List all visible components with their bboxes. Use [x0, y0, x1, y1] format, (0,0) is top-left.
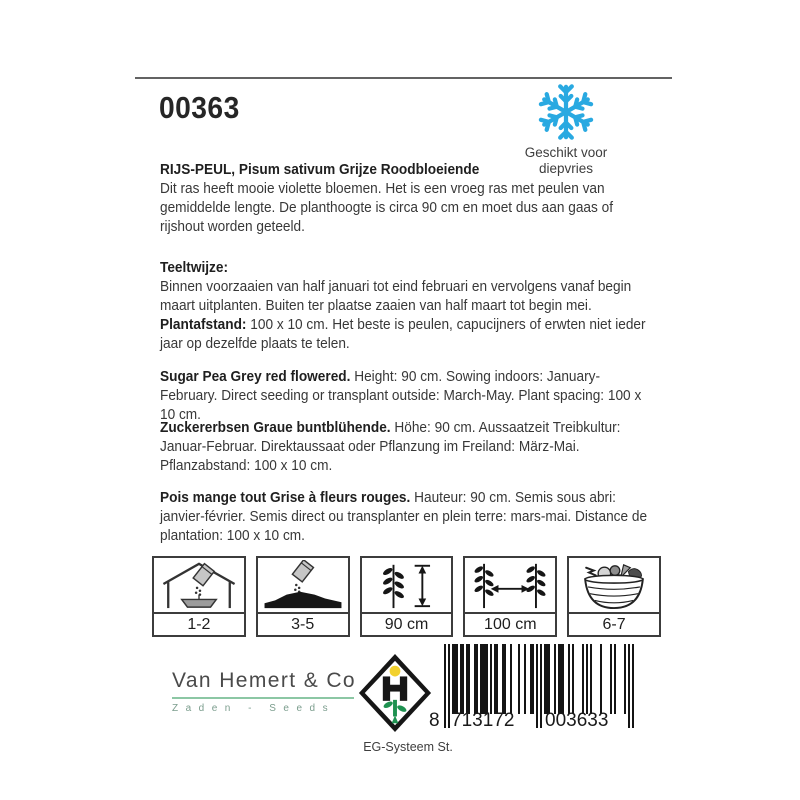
plant-spacing-text: 100 x 10 cm. Het beste is peulen, capucijners of erwten niet ieder jaar op dezelfde plaats te telen. [160, 316, 646, 352]
pictogram-sow-indoors [152, 556, 246, 637]
paragraph-english [160, 367, 651, 424]
pictogram-label: 90 cm [384, 616, 429, 633]
sow-indoors-icon [156, 560, 242, 610]
freezer-caption-line2: diepvries [538, 161, 594, 176]
cultivation-text [160, 277, 651, 353]
brand-logo [172, 669, 357, 714]
brand-underline [172, 697, 354, 699]
sow-outdoors-icon [260, 560, 346, 610]
variety-description: Dit ras heeft mooie violette bloemen. Het is een vroeg ras met peulen van gemiddelde lengte. De planthoogte is circa 90 cm en moet dus aan gaas of rijshout worden geteeld. [160, 180, 614, 235]
company-emblem [356, 651, 434, 742]
top-divider [135, 77, 672, 79]
german-text: Höhe: 90 cm. Aussaatzeit Treibkultur: Januar-Februar. Direktaussaat oder Pflanzung im Freiland: März-Mai. Pflanzabstand: 100 x 10 cm. [160, 419, 621, 474]
pictogram-label: 3-5 [291, 616, 315, 633]
french-text: Hauteur: 90 cm. Semis sous abri: janvier-février. Semis direct ou transplanter en plein terre: mars-mai. Distance de plantation: 100 x 10 cm. [160, 489, 648, 544]
pictogram-sow-outdoors [256, 556, 350, 637]
harvest-icon [571, 560, 657, 610]
plant-spacing-label: Plantafstand: [160, 316, 247, 333]
article-number: 00363 [159, 90, 240, 125]
barcode-bars [444, 644, 634, 732]
plant-height-icon [363, 560, 449, 610]
paragraph-german [160, 418, 651, 475]
freezer-caption-line1: Geschikt voor [524, 145, 608, 160]
french-lead: Pois mange tout Grise à fleurs rouges. [160, 489, 411, 506]
pictogram-row-spacing [463, 556, 557, 637]
pictogram-plant-height [360, 556, 454, 637]
german-lead: Zuckererbsen Graue buntblühende. [160, 419, 391, 436]
pictogram-label: 6-7 [602, 616, 626, 633]
barcode-digits-right: 003633 [545, 710, 609, 731]
footer-text: EG-Systeem St. [363, 740, 453, 754]
pictogram-strip [152, 556, 661, 637]
pictogram-label: 1-2 [187, 616, 211, 633]
english-lead: Sugar Pea Grey red flowered. [160, 368, 351, 385]
variety-title: RIJS-PEUL, Pisum sativum Grijze Roodbloeiende [160, 161, 480, 178]
brand-name: Van Hemert & Co [172, 669, 357, 692]
english-text: Height: 90 cm. Sowing indoors: January-February. Direct seeding or transplant outside: March-May. Plant spacing: 100 x 10 cm. [160, 368, 642, 423]
paragraph-french [160, 488, 651, 545]
cultivation-body: Binnen voorzaaien van half januari tot eind februari en vervolgens vanaf begin maart uitplanten. Buiten ter plaatse zaaien van half maart tot begin mei. [160, 278, 632, 314]
company-emblem-icon [356, 651, 434, 737]
pictogram-label: 100 cm [484, 616, 537, 633]
barcode-lead-digit: 8 [429, 710, 440, 731]
barcode-digits-left: 713172 [451, 710, 515, 731]
row-spacing-icon [467, 560, 553, 610]
cultivation-heading: Teeltwijze: [160, 259, 229, 276]
snowflake-icon [537, 83, 595, 141]
barcode [429, 644, 634, 732]
pictogram-harvest [567, 556, 661, 637]
brand-tagline: Zaden - Seeds [172, 703, 336, 714]
